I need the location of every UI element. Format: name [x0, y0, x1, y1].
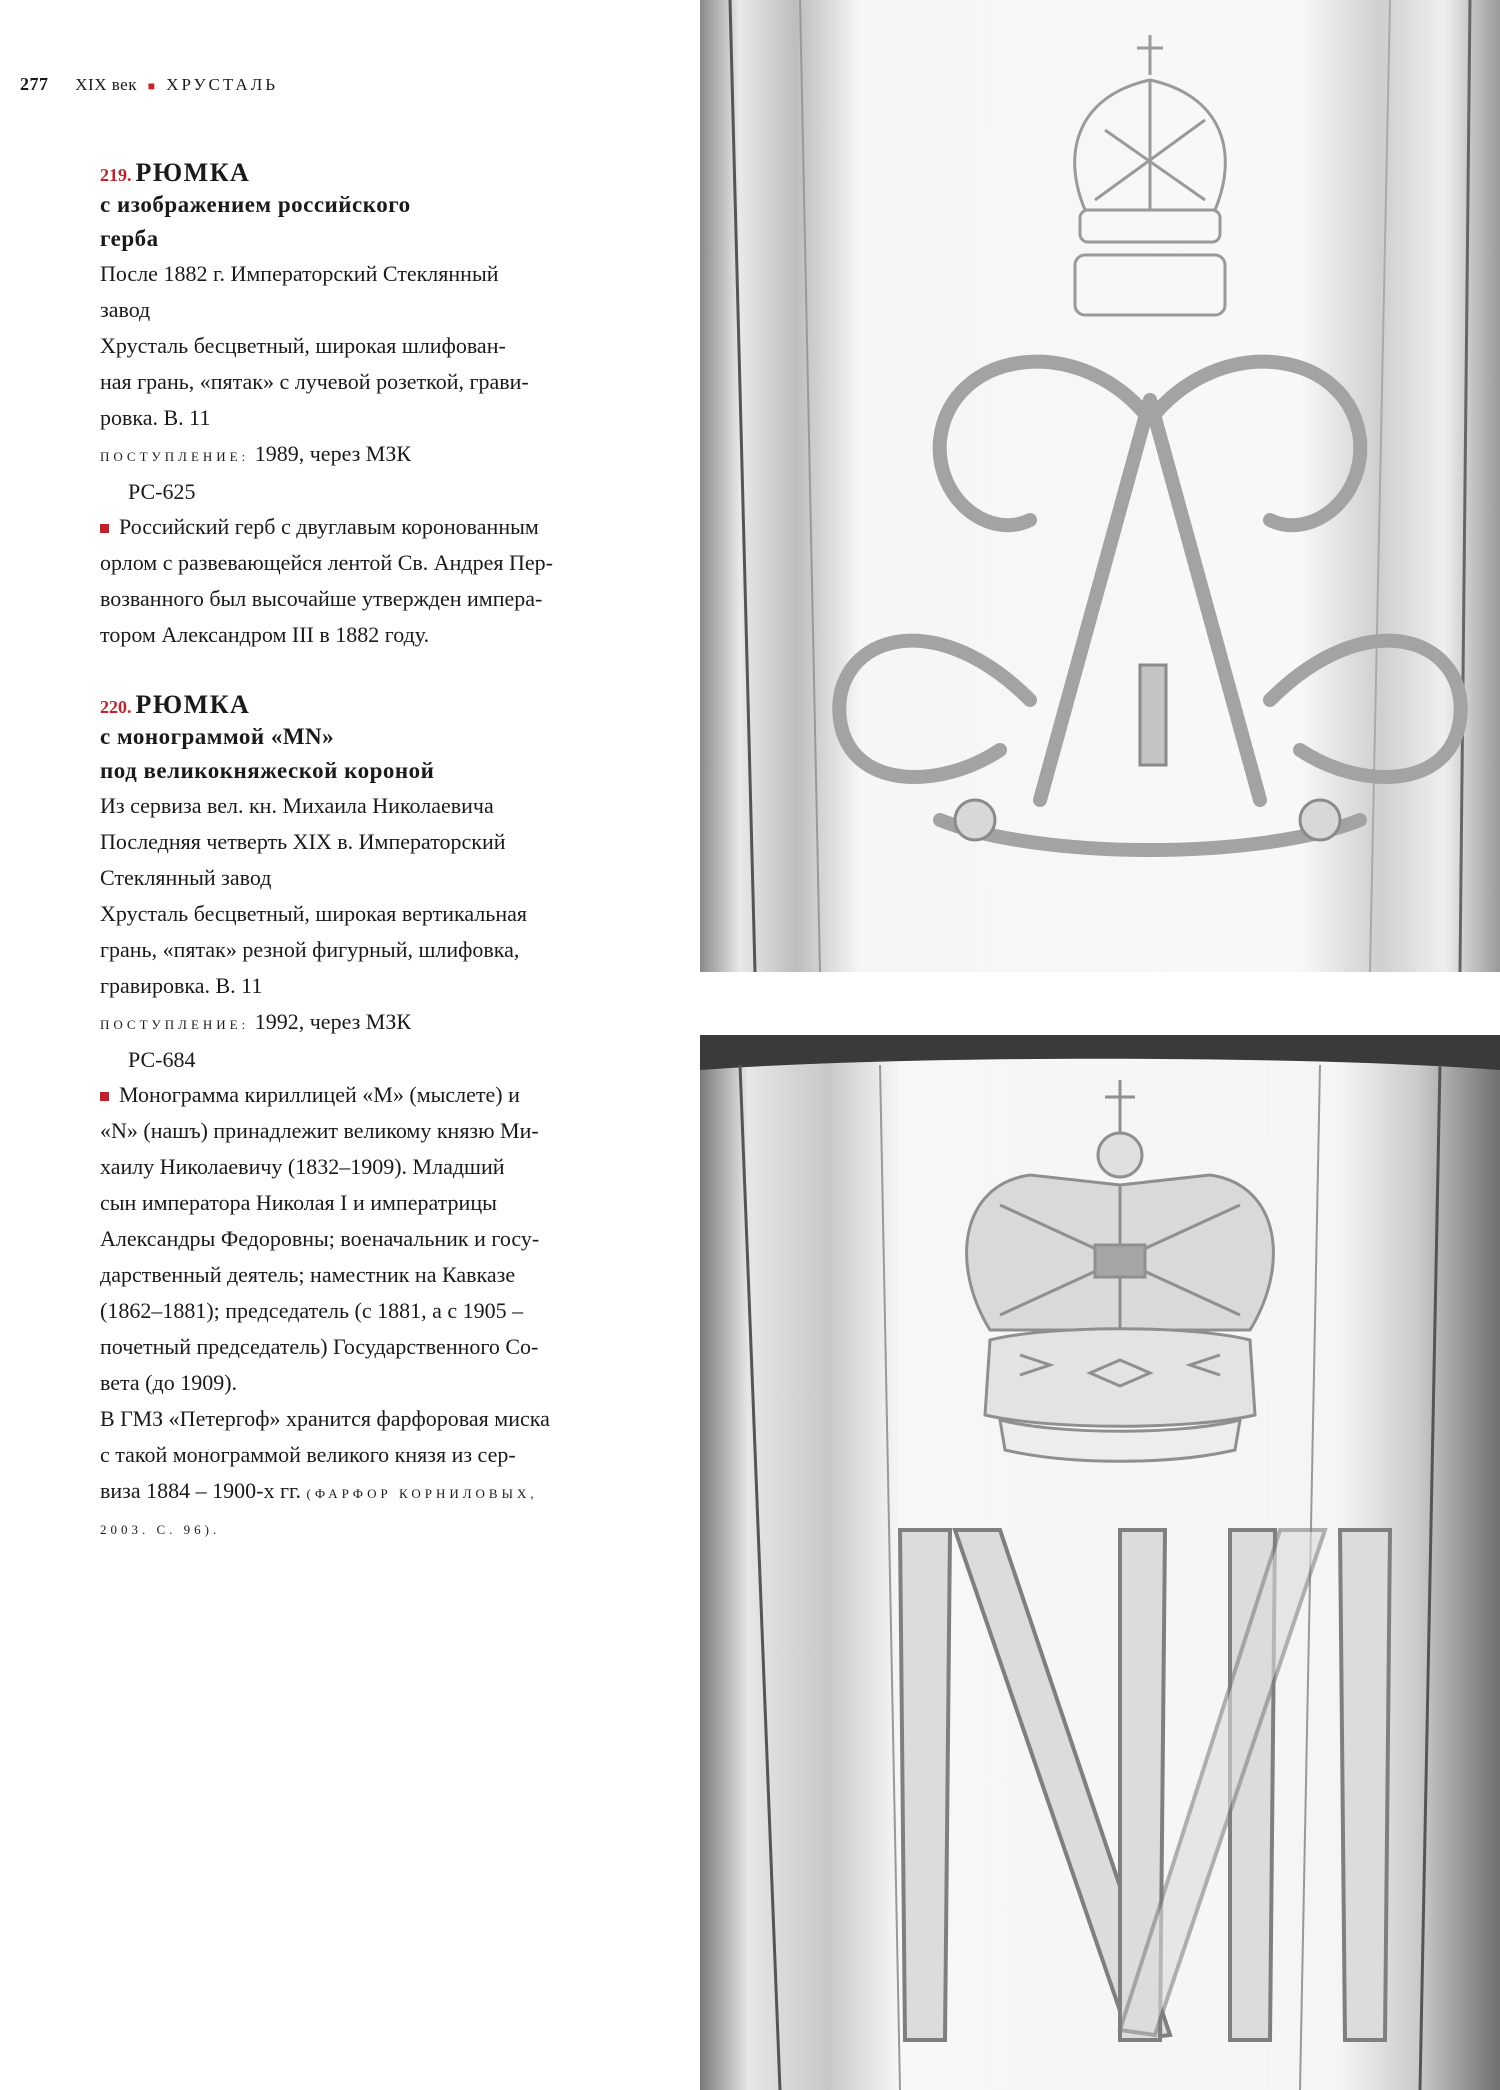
note-line: с такой монограммой великого князя из сер-: [100, 1442, 516, 1467]
photo-glass-220: [700, 1035, 1500, 2090]
entry-text-line: После 1882 г. Императорский Стеклянный: [100, 261, 499, 286]
note-line: хаилу Николаевичу (1832–1909). Младший: [100, 1154, 505, 1179]
note-line: Российский герб с двуглавым коронованным: [119, 514, 539, 539]
entry-subtitle-line: с монограммой «MN»: [100, 724, 335, 749]
entry-text-line: грань, «пятак» резной фигурный, шлифовка,: [100, 937, 520, 962]
entry-number: 219.: [100, 165, 132, 185]
entry-text-line: Хрусталь бесцветный, широкая шлифован-: [100, 333, 506, 358]
entry-text-line: Хрусталь бесцветный, широкая вертикальная: [100, 901, 527, 926]
note-line: Монограмма кириллицей «М» (мыслете) и: [119, 1082, 520, 1107]
entry-subtitle-line: с изображением российского: [100, 192, 411, 217]
acquisition: [100, 1004, 590, 1043]
note-line: сын императора Николая I и императрицы: [100, 1190, 497, 1215]
entry-text-line: ровка. В. 11: [100, 405, 211, 430]
entry-subtitle-line: под великокняжеской короной: [100, 758, 435, 783]
acquisition: [100, 436, 590, 475]
entry-text-line: гравировка. В. 11: [100, 973, 263, 998]
note-bullet-icon: [100, 524, 109, 533]
page-number: 277: [20, 74, 49, 94]
acquisition-value: 1989, через МЗК: [254, 441, 412, 466]
note-line: орлом с развевающейся лентой Св. Андрея Пер-: [100, 550, 553, 575]
inventory-number: РС-625: [128, 479, 196, 504]
note-line: тором Александром III в 1882 году.: [100, 622, 430, 647]
note-line: вета (до 1909).: [100, 1370, 238, 1395]
entry-text-line: Стеклянный завод: [100, 865, 272, 890]
note-line: дарственный деятель; наместник на Кавказе: [100, 1262, 516, 1287]
photo-glass-219: [700, 0, 1500, 972]
note-line: почетный председатель) Государственного Со-: [100, 1334, 539, 1359]
note-line: возванного был высочайше утвержден импера-: [100, 586, 543, 611]
entry-note: [100, 509, 590, 653]
acquisition-label: ПОСТУПЛЕНИЕ:: [100, 449, 250, 464]
bibliographic-reference: 2003. С. 96).: [100, 1522, 221, 1537]
acquisition-value: 1992, через МЗК: [254, 1009, 412, 1034]
glass-engraving-crown-mn-monogram-image: [700, 1035, 1500, 2090]
glass-engraving-crown-monogram-image: [700, 0, 1500, 972]
entry-text-line: Из сервиза вел. кн. Михаила Николаевича: [100, 793, 494, 818]
entry-title: РЮМКА: [135, 158, 251, 187]
note-line: «N» (нашъ) принадлежит великому князю Ми-: [100, 1118, 539, 1143]
catalog-entry-219: [100, 158, 590, 653]
entry-title: РЮМКА: [135, 690, 251, 719]
header-bullet-icon: ■: [147, 79, 156, 93]
note-line: Александры Федоровны; военачальник и госу-: [100, 1226, 540, 1251]
entry-text-line: Последняя четверть XIX в. Императорский: [100, 829, 506, 854]
acquisition-label: ПОСТУПЛЕНИЕ:: [100, 1017, 250, 1032]
header-section: ХРУСТАЛЬ: [166, 75, 278, 94]
note-line: В ГМЗ «Петергоф» хранится фарфоровая миска: [100, 1406, 550, 1431]
header-era: XIX век: [75, 75, 137, 94]
entry-text-line: ная грань, «пятак» с лучевой розеткой, грави-: [100, 369, 529, 394]
note-line: виза 1884 – 1900-х гг.: [100, 1478, 302, 1503]
bibliographic-reference: (ФАРФОР КОРНИЛОВЫХ,: [306, 1486, 538, 1501]
catalog-entry-220: [100, 690, 590, 1548]
entry-note: [100, 1077, 590, 1548]
entry-text-line: завод: [100, 297, 151, 322]
inventory-number: РС-684: [128, 1047, 196, 1072]
note-line: (1862–1881); председатель (с 1881, а с 1905 –: [100, 1298, 524, 1323]
running-header: [20, 74, 278, 95]
entry-number: 220.: [100, 697, 132, 717]
note-bullet-icon: [100, 1092, 109, 1101]
entry-subtitle-line: герба: [100, 226, 159, 251]
